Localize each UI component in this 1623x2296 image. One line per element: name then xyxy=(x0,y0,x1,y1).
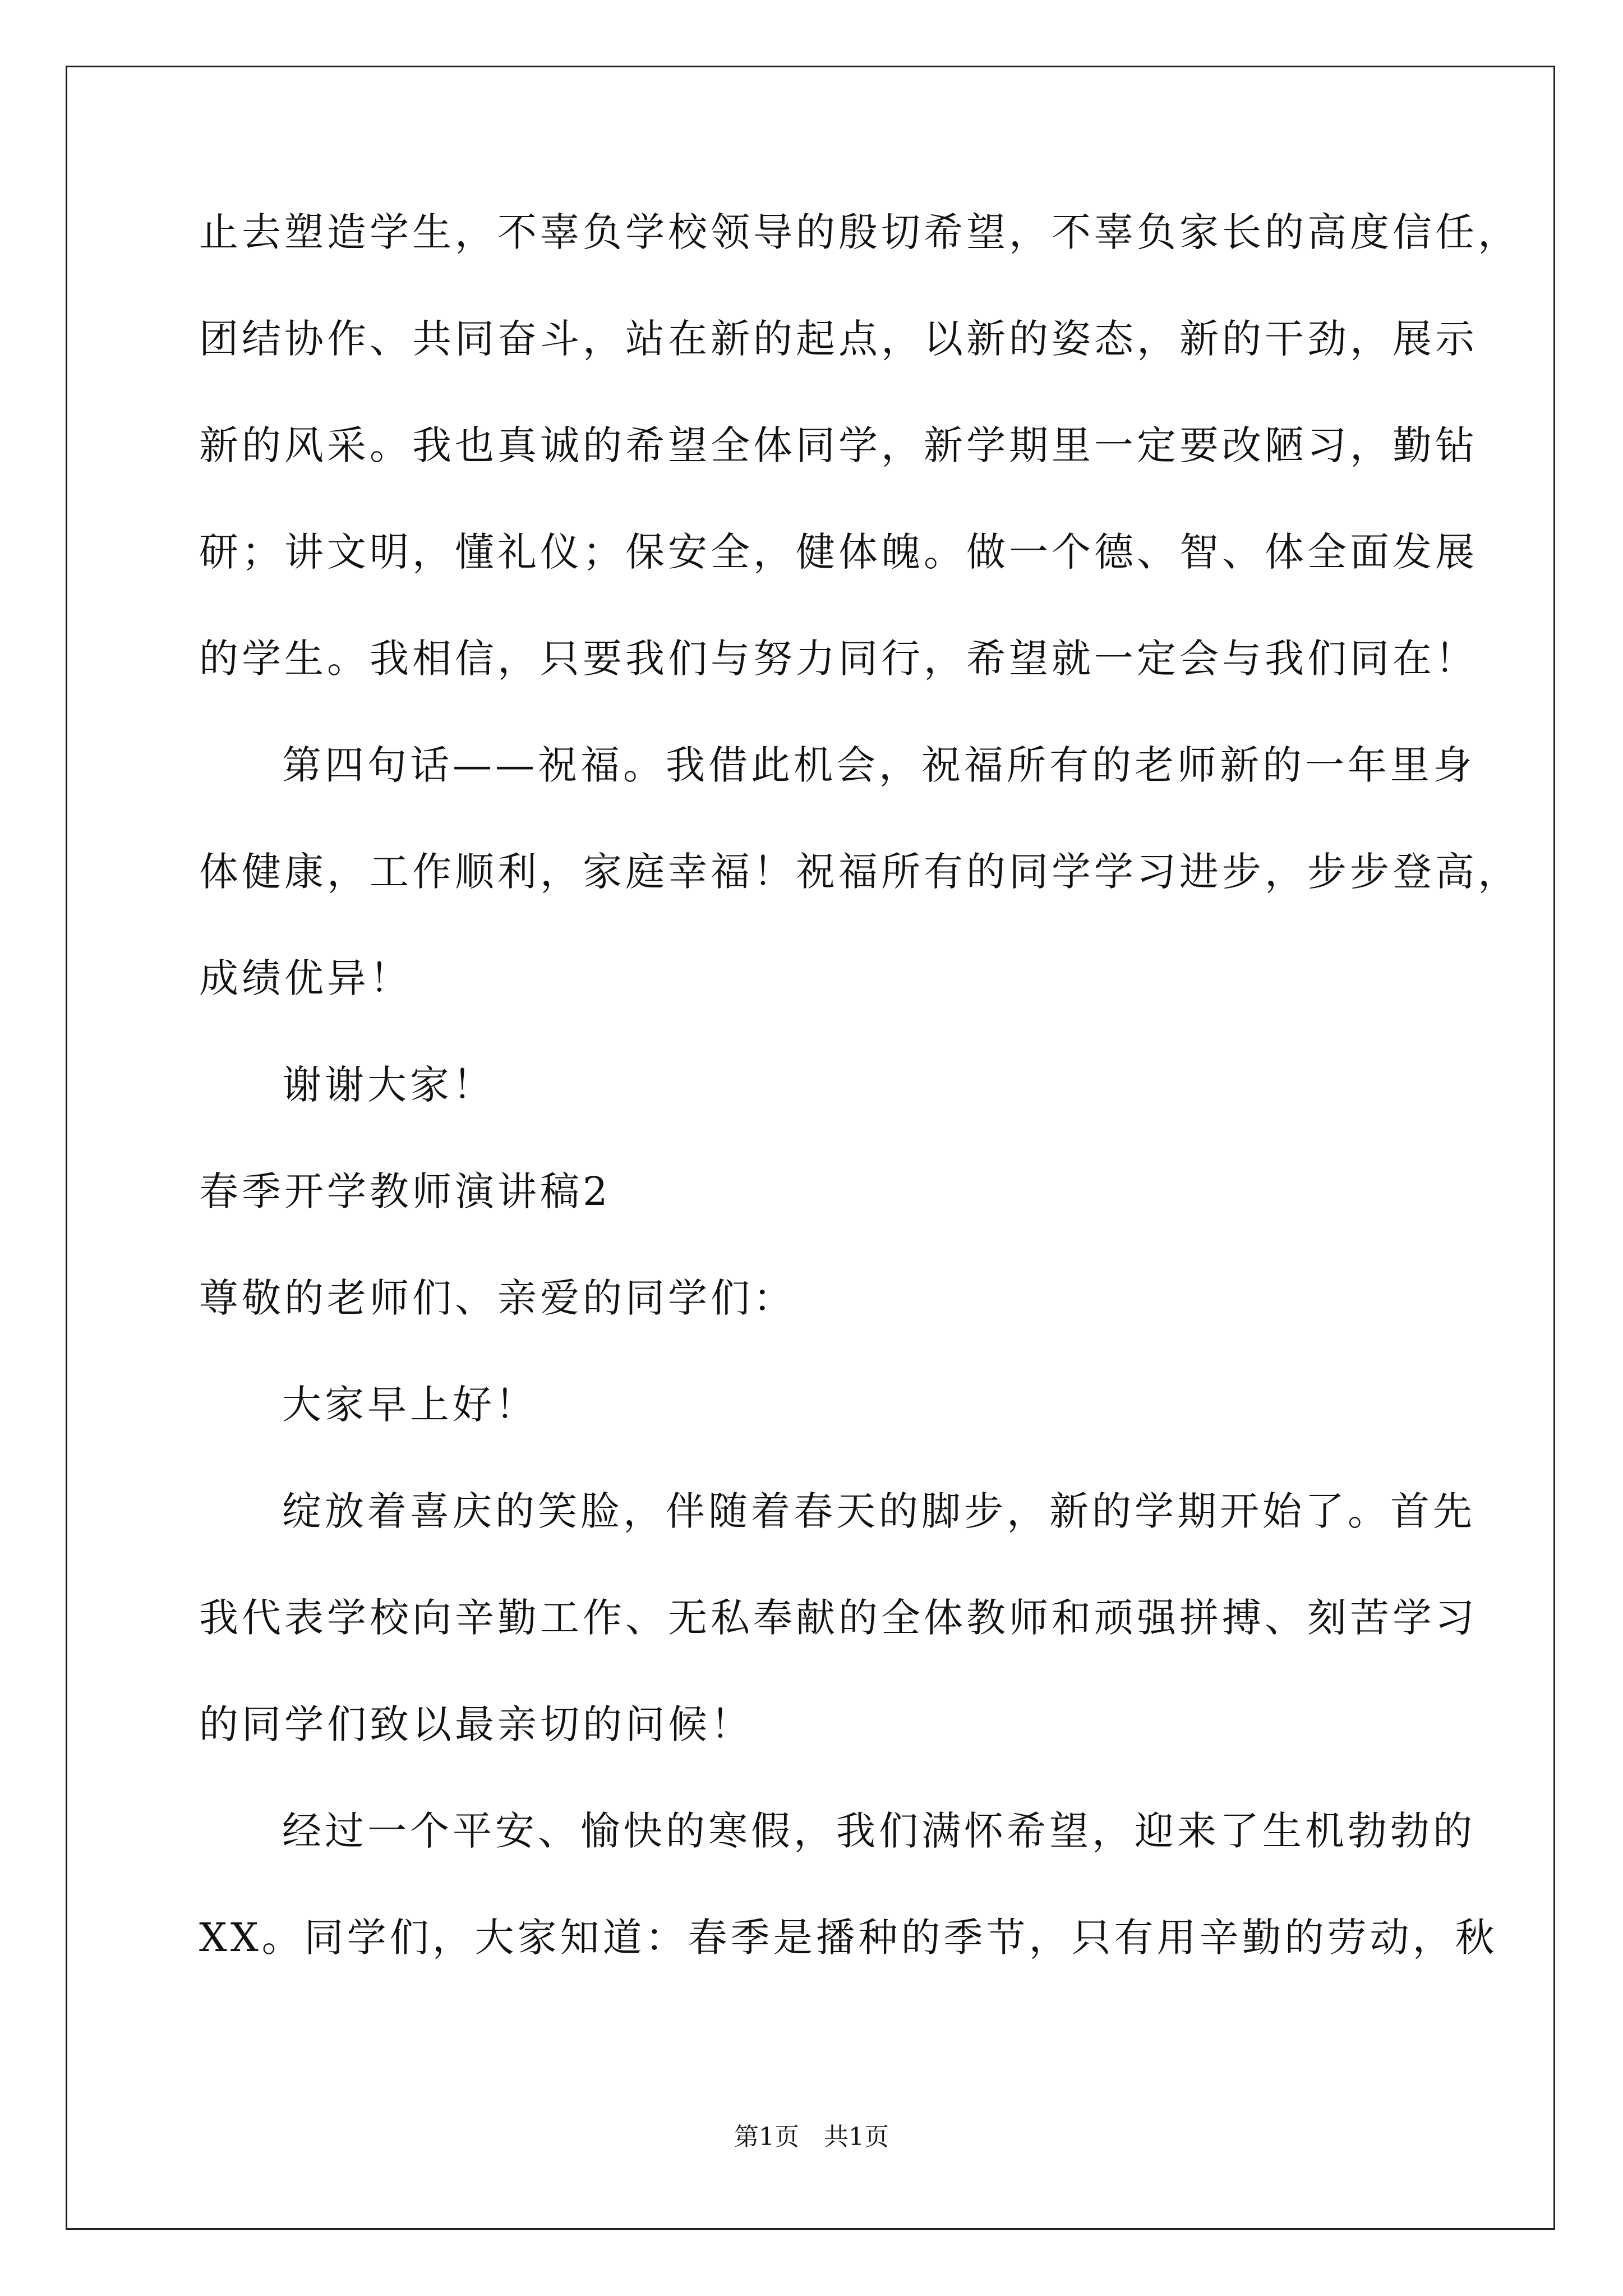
body-line: 第四句话——祝福。我借此机会，祝福所有的老师新的一年里身 xyxy=(282,742,1476,788)
body-line: 止去塑造学生，不辜负学校领导的殷切希望，不辜负家长的高度信任， xyxy=(199,209,1520,255)
section-title: 春季开学教师演讲稿2 xyxy=(199,1168,611,1214)
page-footer: 第1页 共1页 xyxy=(734,2123,889,2151)
body-line: 研；讲文明，懂礼仪；保安全，健体魄。做一个德、智、体全面发展 xyxy=(199,529,1478,575)
body-line: 团结协作、共同奋斗，站在新的起点，以新的姿态，新的干劲，展示 xyxy=(199,316,1478,362)
body-line: 的学生。我相信，只要我们与努力同行，希望就一定会与我们同在！ xyxy=(199,636,1478,682)
body-line: 的同学们致以最亲切的问候！ xyxy=(199,1701,753,1747)
body-line: 成绩优异！ xyxy=(199,955,412,1001)
salutation: 尊敬的老师们、亲爱的同学们： xyxy=(199,1275,796,1321)
page-border xyxy=(66,66,1555,2230)
body-line: 谢谢大家！ xyxy=(282,1062,495,1108)
body-line: 我代表学校向辛勤工作、无私奉献的全体教师和顽强拼搏、刻苦学习 xyxy=(199,1595,1478,1641)
body-line: 绽放着喜庆的笑脸，伴随着春天的脚步，新的学期开始了。首先 xyxy=(282,1488,1476,1534)
body-line: 经过一个平安、愉快的寒假，我们满怀希望，迎来了生机勃勃的 xyxy=(282,1808,1476,1854)
body-line: 大家早上好！ xyxy=(282,1382,538,1428)
body-line: 新的风采。我也真诚的希望全体同学，新学期里一定要改陋习，勤钻 xyxy=(199,422,1478,468)
body-line: 体健康，工作顺利，家庭幸福！祝福所有的同学学习进步，步步登高， xyxy=(199,849,1520,895)
body-line: XX。同学们，大家知道：春季是播种的季节，只有用辛勤的劳动，秋 xyxy=(199,1915,1498,1961)
